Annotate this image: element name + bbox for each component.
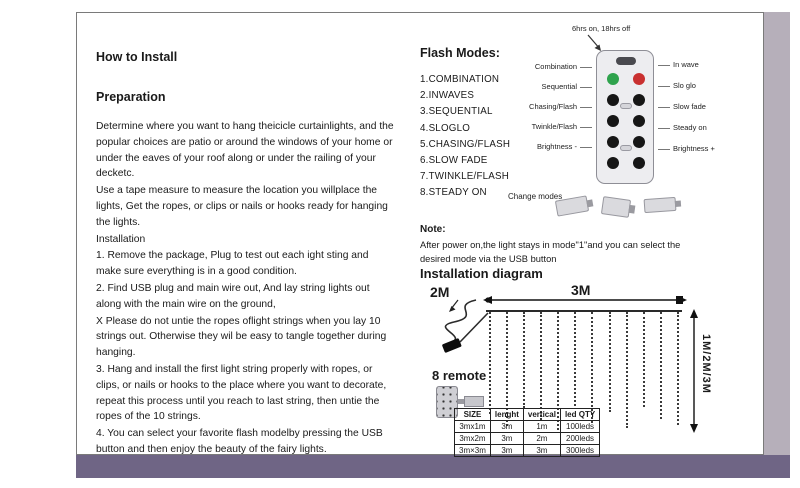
remote-button-brightness-up [633, 157, 645, 169]
note-text-line-1: After power on,the light stays in mode"1"and you can select the [420, 240, 681, 250]
remote-button-inwave [633, 73, 645, 85]
mode-label: Steady on [658, 123, 748, 132]
curtain-string [574, 312, 576, 406]
preparation-paragraph-1: Determine where you want to hang theicicle curtainlights, and the popular choices are patio or around the windows of your home or under the eaves of your roof along or under the railing of your decketc. [96, 121, 394, 180]
mode-label: Slow fade [658, 102, 748, 111]
mode-label: Chasing/Flash [498, 102, 592, 111]
mode-label: Slo glo [658, 81, 748, 90]
usb-connector-image [601, 196, 631, 218]
install-step-3: 3. Hang and install the first light string properly with ropes, or clips, or nails or hooks to the place where you want to decorate, repeat this process until you reach to last string, then untie the ropes of the 10 strings. [96, 363, 387, 423]
install-step-2: 2. Find USB plug and main wire out, And lay string lights out along with the main wire on the ground, [96, 282, 370, 310]
flash-mode-item: 8.STEADY ON [420, 187, 487, 199]
table-header-cell: led QTY [560, 409, 599, 421]
right-decorative-stripe [764, 12, 790, 478]
remote-button [607, 94, 619, 106]
table-header-cell: SIZE [455, 409, 491, 421]
table-cell: 3m×3m [455, 445, 491, 457]
remote-button [633, 136, 645, 148]
size-table [454, 408, 600, 457]
table-cell: 300leds [560, 445, 599, 457]
remote-button-combination [607, 73, 619, 85]
install-step-4: 4. You can select your favorite flash modelby pressing the USB button and then enjoy the beauty of the fairy lights. [96, 428, 383, 455]
connector-images [556, 198, 676, 216]
curtain-string [489, 312, 491, 414]
remote-count-label: 8 remote [432, 368, 487, 383]
curtain-string [660, 312, 662, 419]
table-row [455, 421, 600, 433]
remote-button-brightness-down [607, 157, 619, 169]
table-row [455, 433, 600, 445]
table-cell: 1m [523, 421, 560, 433]
flash-modes-title: Flash Modes: [420, 46, 500, 60]
table-cell: 3m [490, 421, 523, 433]
usb-connector-image [644, 197, 677, 213]
how-to-install-title: How to Install [96, 50, 178, 64]
curtain-string [523, 312, 525, 408]
table-cell: 3mx1m [455, 421, 491, 433]
curtain-string [591, 312, 593, 423]
installation-label: Installation [96, 233, 146, 245]
table-cell: 200leds [560, 433, 599, 445]
flash-modes-list [420, 72, 510, 202]
mode-label: In wave [658, 60, 748, 69]
table-row [455, 445, 600, 457]
mode-label: Twinkle/Flash [498, 122, 592, 131]
lead-width-label: 2M [430, 284, 450, 300]
install-step-1: 1. Remove the package, Plug to test out each ight sting and make sure everything is in a good condition. [96, 250, 369, 278]
remote-button [607, 136, 619, 148]
note-block [420, 224, 760, 266]
mode-label: Brightness + [658, 144, 748, 153]
remote-mid-button [620, 145, 632, 151]
table-cell: 3m [523, 445, 560, 457]
installation-diagram [420, 282, 765, 455]
installation-diagram-title: Installation diagram [420, 266, 543, 281]
flash-mode-item: 3.SEQUENTIAL [420, 106, 493, 118]
remote-right-labels [658, 60, 748, 153]
mini-usb-graphic [464, 396, 484, 407]
curtain-string [609, 312, 611, 412]
flash-mode-item: 7.TWINKLE/FLASH [420, 171, 510, 183]
curtain-string [540, 312, 542, 420]
instructions-column [96, 50, 396, 459]
remote-timer-button [616, 57, 636, 65]
mode-label: Brightness - [498, 142, 592, 151]
table-cell: 2m [523, 433, 560, 445]
remote-button [633, 94, 645, 106]
curtain-string [643, 312, 645, 407]
note-text-line-2: desired mode via the USB button [420, 254, 557, 264]
curtain-string [677, 312, 679, 425]
table-header-row [455, 409, 600, 421]
change-modes-label: Change modes [508, 192, 563, 201]
flash-mode-item: 5.CHASING/FLASH [420, 138, 511, 150]
preparation-title: Preparation [96, 90, 166, 104]
install-warning: X Please do not untie the ropes oflight strings when you lay 10 strings out. Otherwise they wil be easy to tangle together during hanging. [96, 315, 387, 359]
flash-mode-item: 1.COMBINATION [420, 74, 500, 85]
table-cell: 3mx2m [455, 433, 491, 445]
flash-mode-item: 4.SLOGLO [420, 122, 471, 134]
table-cell: 3m [490, 445, 523, 457]
remote-left-labels [498, 62, 592, 151]
mode-label: Sequential [498, 82, 592, 91]
flash-mode-item: 2.INWAVES [420, 90, 475, 102]
remote-button [607, 115, 619, 127]
table-cell: 100leds [560, 421, 599, 433]
mode-label: Combination [498, 62, 592, 71]
height-arrow-icon [688, 308, 700, 434]
remote-graphic [596, 50, 654, 184]
curtain-height-label: 1M/2M/3M [700, 334, 712, 394]
remote-button [633, 115, 645, 127]
preparation-paragraph-2: Use a tape measure to measure the location you willplace the lights, Get the ropes, or clips or nails or hooks ready for hanging the lights. [96, 185, 388, 228]
note-title: Note: [420, 224, 446, 235]
table-header-cell: lenght [490, 409, 523, 421]
remote-mid-button [620, 103, 632, 109]
usb-connector-image [555, 195, 589, 216]
table-header-cell: vertical [523, 409, 560, 421]
curtain-width-label: 3M [568, 282, 593, 298]
flash-mode-item: 6.SLOW FADE [420, 155, 488, 167]
table-cell: 3m [490, 433, 523, 445]
curtain-string [626, 312, 628, 428]
timer-note: 6hrs on, 18hrs off [572, 24, 631, 33]
